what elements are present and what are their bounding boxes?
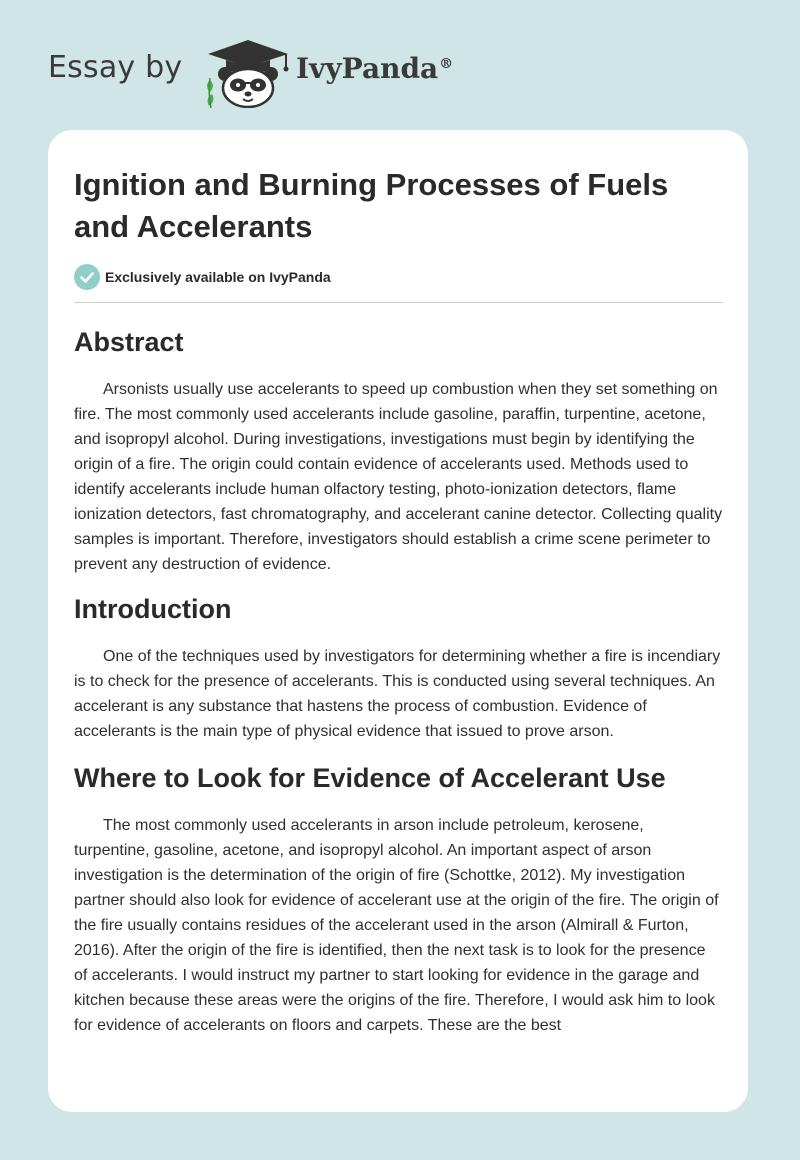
exclusive-badge [74,264,331,290]
page-title: Ignition and Burning Processes of Fuels and Accelerants [74,167,669,244]
section-abstract [74,322,723,577]
essay-card [48,130,748,1112]
divider [74,302,723,303]
section-introduction [74,589,723,744]
section-heading: Abstract [74,327,184,357]
section-heading: Where to Look for Evidence of Accelerant Use [74,763,666,793]
essay-content [74,322,723,1038]
ivypanda-logo-icon [202,36,294,108]
section-evidence-location [74,758,723,1038]
section-paragraph: The most commonly used accelerants in arson include petroleum, kerosene, turpentine, gasoline, acetone, and isopropyl alcohol. An important aspect of arson investigation is the determination of the origin of fire (Schottke, 2012). My investigation partner should also look for evidence of accelerant use at the origin of the fire. The origin of the fire usually contains residues of the accelerant used in the arson (Almirall & Furton, 2016). After the origin of the fire is identified, then the next task is to look for the presence of accelerants. I would instruct my partner to start looking for evidence in the garage and kitchen because these areas were the origins of the fire. Therefore, I would ask him to look for evidence of accelerants on floors and carpets. These are the best [74,817,719,1034]
check-circle-icon [74,264,100,290]
brand-prefix: Essay by [48,50,183,85]
registered-mark: ® [439,55,454,72]
brand-header[interactable] [48,36,468,108]
section-paragraph: Arsonists usually use accelerants to speed up combustion when they set something on fire. The most commonly used accelerants include gasoline, paraffin, turpentine, acetone, and isopropyl alcohol. During investigations, investigations must begin by identifying the origin of a fire. The origin could contain evidence of accelerants used. Methods used to identify accelerants include human olfactory testing, photo-ionization detectors, flame ionization detectors, fast chromatography, and accelerant canine detector. Collecting quality samples is important. Therefore, investigators should establish a crime scene perimeter to prevent any destruction of evidence. [74,381,723,573]
badge-text: Exclusively available on IvyPanda [105,269,331,285]
brand-name: IvyPanda® [296,52,454,85]
section-paragraph: One of the techniques used by investigators for determining whether a fire is incendiary is to check for the presence of accelerants. This is conducted using several techniques. An accelerant is any substance that hastens the process of combustion. Evidence of accelerants is the main type of physical evidence that issued to prove arson. [74,648,721,740]
section-heading: Introduction [74,594,232,624]
